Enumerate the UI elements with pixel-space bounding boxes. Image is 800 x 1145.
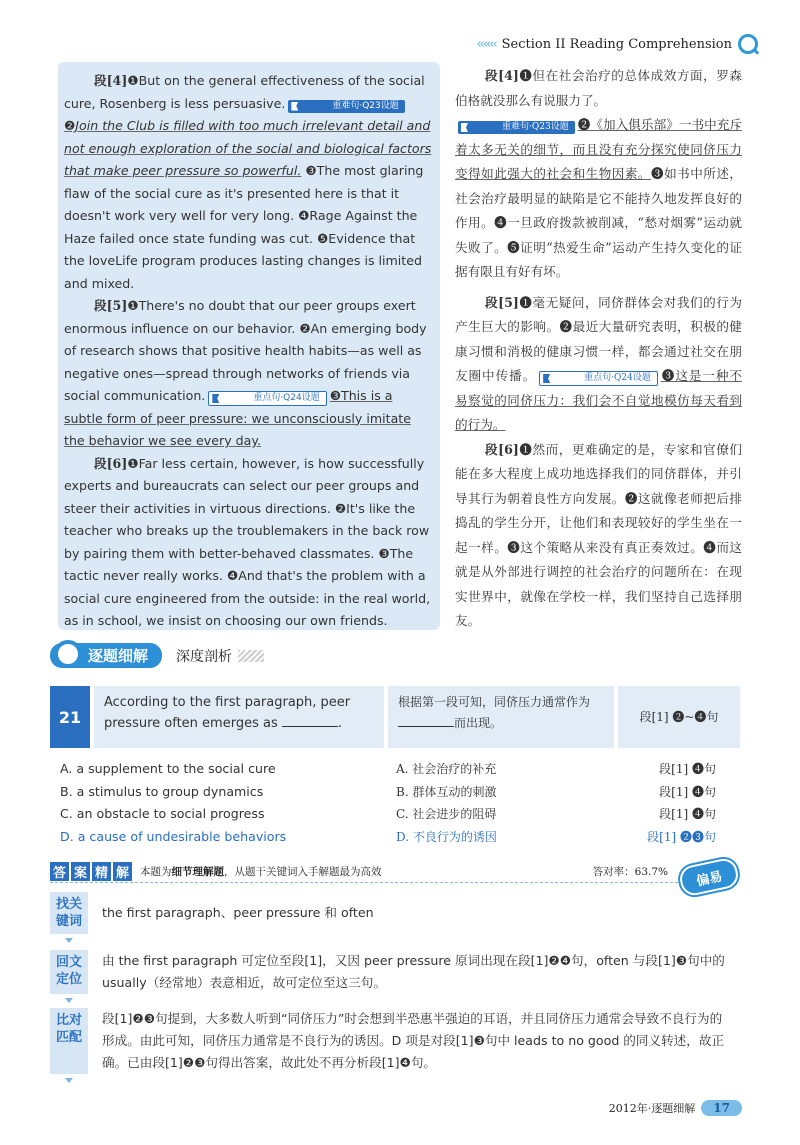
option-loc: 段[1] ❹句 [659,784,716,799]
step-label: 回文定位 [50,950,88,994]
section-subtitle: 深度剖析 [176,648,233,665]
blank [282,726,338,727]
segment-label: 段[4] [94,73,128,88]
en-sentence: ❶Far less certain, however, is how successfully experts and bureaucrats can select our peer groups and steer their activities in virtuous directions. ❷It's like the teacher who breaks up the troublemakers in the back row by pairing them with better-behaved classmates. ❸The tactic never really works. ❹And that's the problem with a social cure engineered from the outside: in the real world, as in school, we insist on choosing our own friends. [64,455,431,628]
option-row [60,781,720,804]
option-loc: 段[1] ❹句 [659,807,716,821]
option-en: A. a supplement to the social cure [60,761,276,776]
segment-label: 段[6] [485,441,519,457]
magnifier-icon [54,640,82,668]
question-type: 细节理解题 [171,866,224,878]
step-text: 由 the first paragraph 可定位至段[1]，又因 peer pressure 原词出现在段[1]❷❹句，often 与段[1]❸句中的 usually（经常地）表意相近，故可定位至这三句。 [102,953,725,990]
answer-char: 案 [71,862,90,881]
en-paragraph-5 [64,295,432,453]
cn-sentence: ❸这是一种不易察觉的同侪压力：我们会不自觉地模仿每天看到的行为。 [455,368,743,432]
note-text: ，从题干关键词入手解题最为高效 [224,866,382,878]
key-sentence-tag: 重难句·Q23设题 [458,121,575,134]
option-en: D. a cause of undesirable behaviors [60,828,287,844]
footer-text: 2012年·逐题细解 [608,1102,696,1115]
en-sentence: ❶There's no doubt that our peer groups exert enormous influence on our behavior. ❷An emerging body of research shows that positive health habits—as well as negative ones—spread through networks of friends via social communication. [64,298,427,403]
cn-sentence: ❸如书中所述，社会治疗最明显的缺陷是它不能持久地发挥良好的作用。❹一旦政府拨款被削减，“愁对烟雾”运动就失败了。❺证明“热爱生命”运动产生持久变化的证据有限且有好有坏。 [455,166,743,279]
header-title: Section II Reading Comprehension [501,36,732,52]
answer-char: 答 [50,862,69,881]
question-stem-en [94,686,384,748]
stem-text: According to the first paragraph, peer pressure often emerges as [104,695,351,731]
cn-paragraph-6 [455,438,742,634]
cn-sentence: ❶但在社会治疗的总体成效方面，罗森伯格就没那么有说服力了。 [455,68,742,108]
cn-sentence: ❷《加入俱乐部》一书中充斥着太多无关的细节，而且没有充分探究使同侪压力变得如此强大的社会和生物因素。 [455,117,742,181]
answer-char: 解 [113,862,132,881]
running-header [476,34,758,54]
step-find-keywords [50,892,740,934]
en-sentence: ❸The most glaring flaw of the social cure as it's presented here is that it doesn't work very well for very long. ❹Rage Against the Haze failed once state funding was cut. ❺Evidence that the loveLife program produces lasting changes is limited and mixed. [64,163,424,291]
option-cn: B. 群体互动的刺激 [396,784,497,799]
blank [398,726,454,727]
answer-note [140,864,382,879]
segment-label: 段[5] [94,298,128,313]
options-list [60,758,720,848]
stripe-decoration [238,650,264,662]
correct-rate: 答对率：63.7% [592,866,668,878]
option-row [60,758,720,781]
page-number: 17 [701,1100,742,1116]
option-cn: A. 社会治疗的补充 [396,762,497,776]
option-en: C. an obstacle to social progress [60,806,265,821]
question-stem-cn [388,686,614,748]
cn-paragraph-4 [455,64,742,285]
section-title: 逐题细解 [88,647,149,665]
en-sentence: ❸This is a subtle form of peer pressure: we unconsciously imitate the behavior we see every day. [64,388,411,448]
key-sentence-tag: 重点句·Q24设题 [539,371,658,386]
segment-label: 段[5] [485,294,519,310]
option-en: B. a stimulus to group dynamics [60,783,264,799]
english-passage [58,62,440,630]
key-sentence-tag: 重难句·Q23设题 [288,100,404,113]
option-cn: C. 社会进步的阻碍 [396,807,497,821]
question-row [50,686,740,748]
cn-paragraph-5 [455,291,742,438]
stem-text: 根据第一段可知，同侪压力通常作为 [398,695,591,709]
step-label: 比对匹配 [50,1008,88,1074]
answer-label [50,862,132,881]
option-loc: 段[1] ❹句 [659,762,716,776]
key-sentence-tag: 重点句·Q24设题 [208,391,326,406]
step-text: 段[1]❷❸句提到，大多数人听到“同侪压力”时会想到半恐惠半强迫的耳语，并且同侪压力通常会导致不良行为的形成。由此可知，同侪压力通常是不良行为的诱因。D 项是对段[1]❸句中 leads to no good 的同义转述，故正确。已由段[1]❷❸句得出答案，故此处不再分析段[1]❹句。 [102,1011,725,1070]
step-match [50,1008,740,1074]
difficulty-badge: 偏易 [678,856,741,897]
stem-end: . [337,716,343,731]
answer-char: 精 [92,862,111,881]
option-cn: D. 不良行为的诱因 [396,829,497,844]
stem-end: 而出现。 [454,716,503,730]
question-location: 段[1] ❷~❹句 [618,686,740,748]
arrows-icon: ‹‹‹‹‹‹ [476,36,496,52]
q-logo-icon [738,34,758,54]
cn-sentence: ❶毫无疑问，同侪群体会对我们的行为产生巨大的影响。❷最近大量研究表明，积极的健康习惯和消极的健康习惯一样，都会通过社交在朋友圈中传播。 [455,294,742,383]
note-text: 本题为 [140,866,172,878]
cn-sentence: ❶然而，更难确定的是，专家和官僚们能在多大程度上成功地选择我们的同侪群体，并引导其行为朝着良性方向发展。❷这就像老师把后排捣乱的学生分开，让他们和表现较好的学生坐在一起一样。❸这个策略从来没有真正奏效过。❹而这就是从外部进行调控的社会治疗的问题所在：在现实世界中，就像在学校一样，我们坚持自己选择朋友。 [455,441,742,628]
step-text: the first paragraph、peer pressure 和 often [102,905,374,920]
step-locate [50,950,740,994]
segment-label: 段[4] [485,68,519,83]
divider [50,882,738,883]
page-footer [609,1100,742,1116]
option-loc: 段[1] ❷❸句 [647,829,716,844]
answer-bar [50,862,738,881]
en-paragraph-6 [64,453,432,633]
en-sentence: ❷Join the Club is filled with too much irrelevant detail and not enough exploration of the social and biological factors that make peer pressure so powerful. [64,118,432,178]
section-pill [50,643,162,668]
chinese-translation [455,64,742,634]
section-heading [50,643,264,668]
en-sentence: ❶But on the general effectiveness of the social cure, Rosenberg is less persuasive. [64,73,425,111]
question-number: 21 [50,686,90,748]
en-paragraph-4 [64,70,432,295]
segment-label: 段[6] [94,455,128,471]
option-row [60,803,720,826]
option-row-correct [60,826,720,849]
step-label: 找关键词 [50,892,88,934]
